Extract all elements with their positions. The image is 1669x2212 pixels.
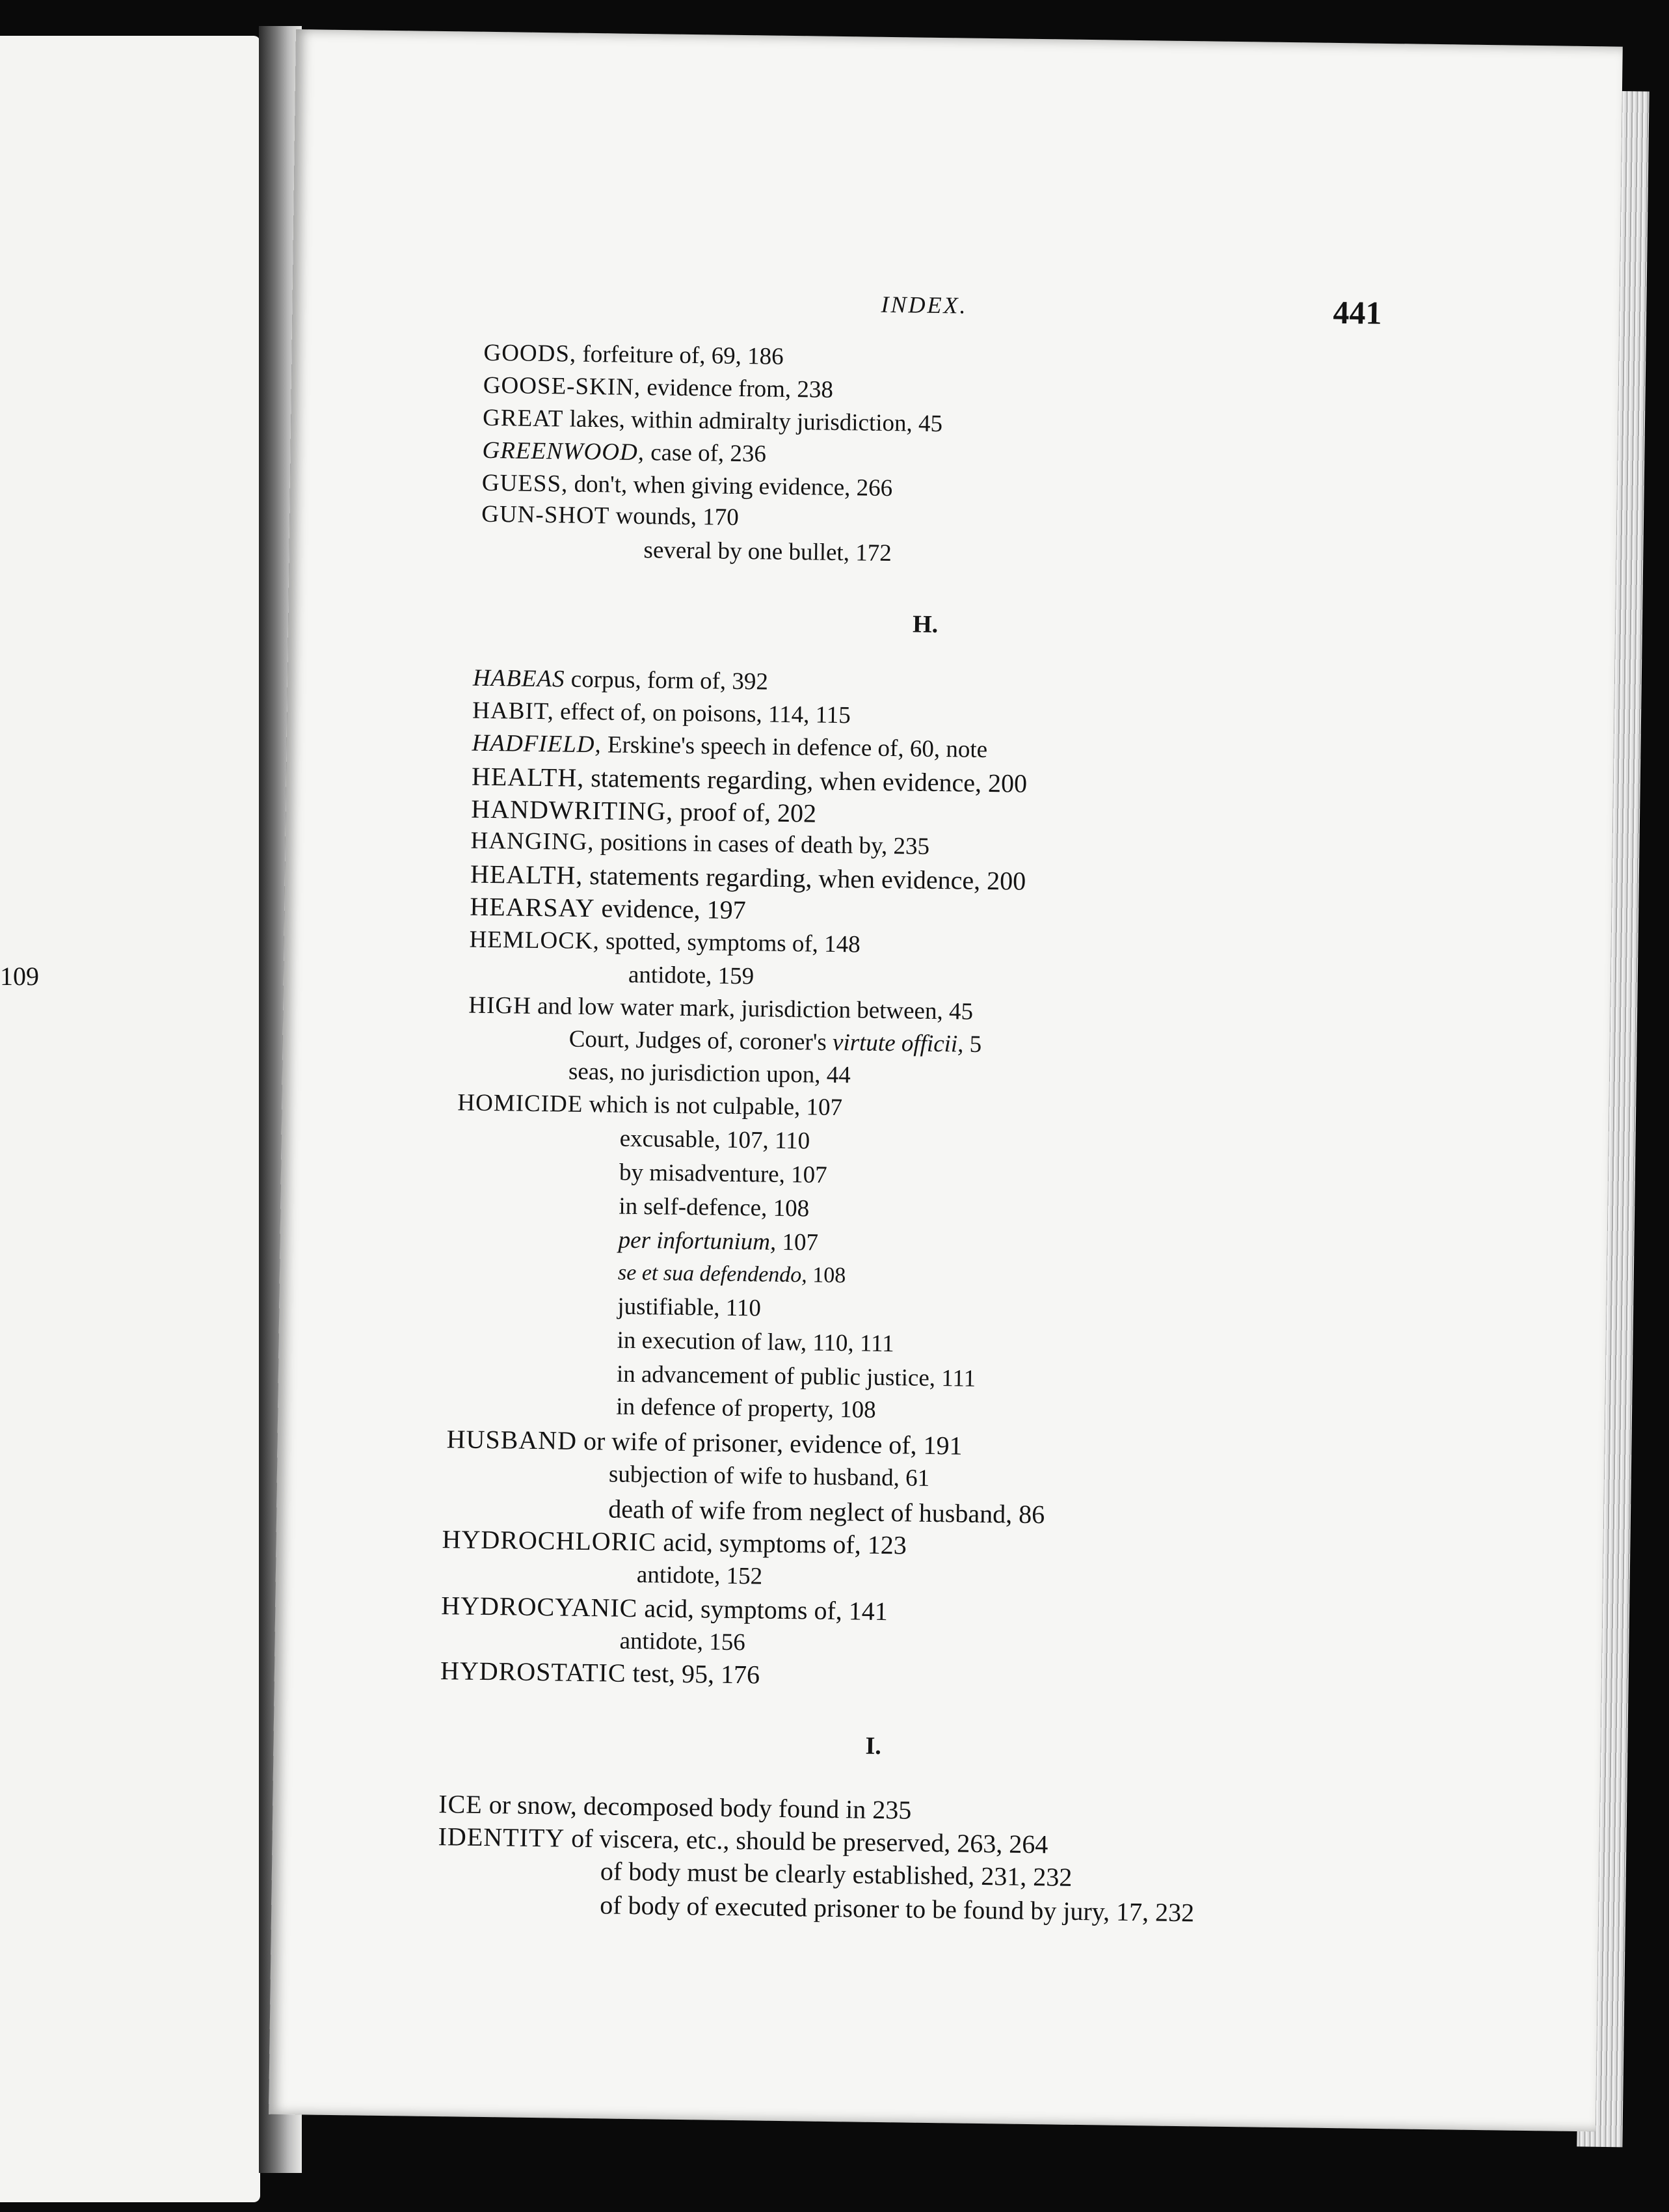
index-entry (471, 761, 1028, 798)
index-text: excusable, 107, 110 (619, 1125, 810, 1155)
index-term: HUSBAND (446, 1424, 578, 1455)
index-subentry (643, 538, 892, 565)
index-entry (442, 1526, 907, 1558)
index-subentry (619, 1629, 745, 1655)
index-term: HADFIELD, (472, 729, 602, 759)
index-entry (438, 1791, 911, 1824)
index-text-italic: se et sua defendendo, (617, 1260, 808, 1288)
index-text: wounds, 170 (615, 502, 739, 531)
index-text: subjection of wife to husband, 61 (608, 1461, 930, 1492)
index-entry (470, 891, 747, 925)
index-text-after: 107 (782, 1228, 819, 1256)
index-entry (472, 731, 987, 762)
index-subentry (618, 1228, 818, 1255)
index-entry (446, 1426, 962, 1459)
index-entry (438, 1824, 1048, 1857)
index-subentry (619, 1127, 810, 1153)
index-entry (483, 341, 784, 369)
index-text: seas, no jurisdiction upon, 44 (568, 1058, 851, 1089)
index-text: which is not culpable, 107 (589, 1091, 843, 1122)
index-subentry (618, 1262, 846, 1288)
index-text: death of wife from neglect of husband, 86 (608, 1494, 1045, 1530)
index-term: HEALTH, (471, 761, 585, 792)
index-text-after: 5 (969, 1031, 982, 1058)
index-term: IDENTITY (438, 1822, 565, 1853)
index-entry (472, 699, 851, 728)
index-term: HYDROSTATIC (440, 1656, 626, 1688)
index-term: GUN-SHOT (481, 500, 610, 530)
index-text: acid, symptoms of, 141 (644, 1593, 888, 1626)
index-text: effect of, on poisons, 114, 115 (559, 698, 851, 729)
index-text: of body must be clearly established, 231, 232 (600, 1856, 1073, 1892)
index-text: several by one bullet, 172 (643, 537, 892, 567)
index-text: evidence, 197 (601, 893, 747, 925)
index-entry (441, 1593, 888, 1625)
index-term: HYDROCYANIC (441, 1591, 638, 1623)
index-entry (440, 1658, 760, 1688)
index-subentry (608, 1496, 1045, 1528)
index-text: of viscera, etc., should be preserved, 263, 264 (570, 1823, 1048, 1859)
index-text: corpus, form of, 392 (570, 666, 769, 695)
index-text: or wife of prisoner, evidence of, 191 (583, 1425, 963, 1461)
index-term: HOMICIDE (457, 1089, 583, 1118)
index-entry (482, 471, 893, 500)
left-page (0, 36, 260, 2202)
index-text: statements regarding, when evidence, 200 (590, 763, 1028, 798)
index-subentry (617, 1329, 894, 1356)
index-text: in advancement of public justice, 111 (616, 1360, 976, 1392)
index-entry (471, 796, 816, 827)
index-subentry (600, 1858, 1073, 1890)
index-subentry (637, 1563, 763, 1589)
index-entry (469, 928, 860, 957)
index-text: spotted, symptoms of, 148 (605, 928, 861, 958)
index-subentry (609, 1462, 930, 1490)
index-entry (483, 406, 942, 436)
index-text-italic: per infortunium, (618, 1226, 777, 1256)
index-subentry (568, 1027, 981, 1057)
index-subentry (619, 1194, 809, 1221)
index-subentry (600, 1892, 1194, 1926)
index-term: GREENWOOD, (482, 437, 645, 466)
index-text: acid, symptoms of, 123 (663, 1527, 907, 1560)
index-text: case of, 236 (650, 439, 767, 468)
index-text: in execution of law, 110, 111 (617, 1327, 894, 1358)
index-entry (483, 373, 834, 402)
index-term: HABIT, (472, 697, 555, 725)
index-subentry (619, 1161, 827, 1187)
index-entry (468, 993, 973, 1024)
index-term: GUESS, (481, 469, 568, 498)
index-text: positions in cases of death by, 235 (600, 829, 930, 860)
index-text: and low water mark, jurisdiction between, 45 (537, 992, 974, 1025)
index-term: HEMLOCK, (469, 926, 600, 955)
index-term: ICE (438, 1789, 483, 1819)
section-letter-h: H. (912, 610, 939, 638)
index-entry (470, 829, 929, 859)
index-subentry (568, 1060, 851, 1088)
index-term: HANGING, (470, 827, 594, 856)
index-term: HEARSAY (470, 891, 595, 923)
index-text-italic: virtute officii, (832, 1029, 964, 1058)
index-text: statements regarding, when evidence, 200 (589, 861, 1026, 896)
index-text: antidote, 152 (636, 1561, 763, 1590)
index-text: by misadventure, 107 (619, 1159, 827, 1189)
index-subentry (628, 963, 754, 989)
index-text: evidence from, 238 (647, 374, 834, 403)
index-term: HANDWRITING, (471, 794, 674, 826)
index-text: in defence of property, 108 (616, 1393, 876, 1423)
index-subentry (617, 1295, 761, 1321)
index-term: GREAT (482, 404, 564, 433)
index-text: antidote, 159 (628, 961, 754, 990)
right-page (269, 29, 1623, 2131)
index-term: GOOSE-SKIN, (483, 371, 641, 401)
running-head: INDEX. (881, 291, 968, 319)
index-text: don't, when giving evidence, 266 (574, 470, 893, 502)
index-text: test, 95, 176 (632, 1658, 760, 1690)
index-entry (457, 1090, 842, 1120)
index-entry (470, 861, 1026, 895)
page-number: 441 (1333, 293, 1382, 331)
index-subentry (616, 1395, 876, 1422)
index-term: HIGH (468, 991, 532, 1019)
index-entry (473, 666, 768, 694)
index-entry (482, 438, 766, 466)
index-term: HYDROCHLORIC (442, 1524, 657, 1557)
index-text: forfeiture of, 69, 186 (582, 340, 784, 370)
index-entry (481, 502, 739, 530)
index-term: HABEAS (472, 664, 565, 693)
index-text: in self-defence, 108 (619, 1193, 810, 1222)
left-page-margin-number: 109 (0, 962, 39, 991)
index-text: proof of, 202 (679, 796, 817, 828)
index-text-after: 108 (812, 1263, 846, 1288)
index-text: of body of executed prisoner to be found by jury, 17, 232 (600, 1890, 1195, 1928)
index-text: justifiable, 110 (617, 1293, 762, 1322)
index-text: lakes, within admiralty jurisdiction, 45 (569, 405, 943, 438)
index-text: antidote, 156 (619, 1627, 746, 1656)
index-subentry (617, 1362, 976, 1391)
index-text: Court, Judges of, coroner's (568, 1025, 827, 1056)
index-term: HEALTH, (470, 859, 583, 890)
section-letter-i: I. (865, 1732, 882, 1760)
index-term: GOODS, (483, 339, 577, 368)
index-text: or snow, decomposed body found in 235 (488, 1790, 912, 1825)
index-text: Erskine's speech in defence of, 60, note (607, 731, 988, 764)
